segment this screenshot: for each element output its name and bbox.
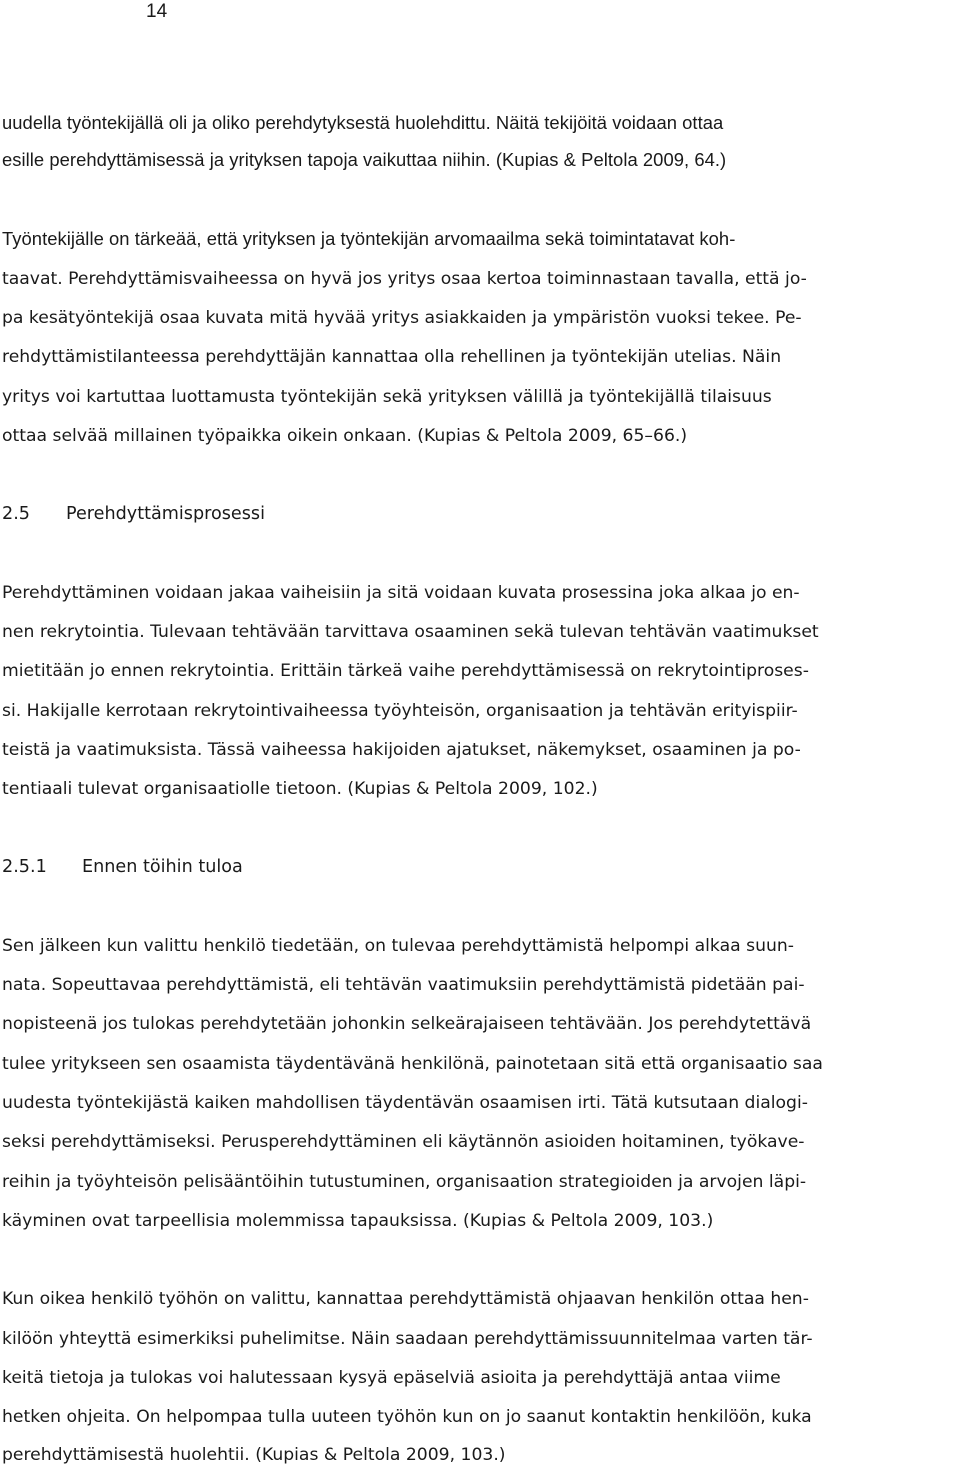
text-line: yritys voi kartuttaa luottamusta työntekijän sekä yrityksen välillä ja työntekijällä tilaisuus bbox=[2, 387, 772, 407]
text-line: nen rekrytointia. Tulevaan tehtävään tarvittava osaaminen sekä tulevan tehtävän vaatimukset bbox=[2, 622, 819, 642]
text-line: tentiaali tulevat organisaatiolle tietoon. (Kupias & Peltola 2009, 102.) bbox=[2, 779, 598, 799]
text-line: Kun oikea henkilö työhön on valittu, kannattaa perehdyttämistä ohjaavan henkilön ottaa hen- bbox=[2, 1289, 809, 1309]
text-line: perehdyttämisestä huolehtii. (Kupias & Peltola 2009, 103.) bbox=[2, 1445, 506, 1465]
text-line: ottaa selvää millainen työpaikka oikein onkaan. (Kupias & Peltola 2009, 65–66.) bbox=[2, 426, 688, 446]
text-line: uudella työntekijällä oli ja oliko perehdytyksestä huolehdittu. Näitä tekijöitä voidaan ottaa bbox=[2, 112, 724, 133]
text-line: kilöön yhteyttä esimerkiksi puhelimitse. Näin saadaan perehdyttämissuunnitelmaa varten tär- bbox=[2, 1329, 813, 1349]
text-line: tulee yritykseen sen osaamista täydentävänä henkilönä, painotetaan sitä että organisaatio saa bbox=[2, 1054, 823, 1074]
text-line: keitä tietoja ja tulokas voi halutessaan kysyä epäselviä asioita ja perehdyttäjä antaa viime bbox=[2, 1368, 781, 1388]
text-line: nopisteenä jos tulokas perehdytetään johonkin selkeärajaiseen tehtävään. Jos perehdytettävä bbox=[2, 1014, 812, 1034]
text-line: Työntekijälle on tärkeää, että yrityksen ja työntekijän arvomaailma sekä toimintatavat koh- bbox=[2, 228, 736, 249]
subsection-number: 2.5.1 bbox=[2, 857, 47, 877]
text-line: esille perehdyttämisessä ja yrityksen tapoja vaikuttaa niihin. (Kupias & Peltola 2009, 64.) bbox=[2, 149, 727, 170]
page-number: 14 bbox=[146, 1, 168, 22]
text-line: Perehdyttäminen voidaan jakaa vaiheisiin ja sitä voidaan kuvata prosessina joka alkaa jo en- bbox=[2, 583, 800, 603]
text-line: käyminen ovat tarpeellisia molemmissa tapauksissa. (Kupias & Peltola 2009, 103.) bbox=[2, 1211, 714, 1231]
text-line: teistä ja vaatimuksista. Tässä vaiheessa hakijoiden ajatukset, näkemykset, osaaminen ja po- bbox=[2, 740, 801, 760]
text-line: rehdyttämistilanteessa perehdyttäjän kannattaa olla rehellinen ja työntekijän utelias. Näin bbox=[2, 347, 782, 367]
text-line: Sen jälkeen kun valittu henkilö tiedetään, on tulevaa perehdyttämistä helpompi alkaa suun- bbox=[2, 936, 794, 956]
text-line: pa kesätyöntekijä osaa kuvata mitä hyvää yritys asiakkaiden ja ympäristön vuoksi tekee. Pe- bbox=[2, 308, 802, 328]
text-line: mietitään jo ennen rekrytointia. Erittäin tärkeä vaihe perehdyttämisessä on rekrytointiproses- bbox=[2, 661, 809, 681]
text-line: taavat. Perehdyttämisvaiheessa on hyvä jos yritys osaa kertoa toiminnastaan tavalla, että jo- bbox=[2, 269, 807, 289]
section-number: 2.5 bbox=[2, 504, 30, 524]
text-line: uudesta työntekijästä kaiken mahdollisen täydentävän osaamisen irti. Tätä kutsutaan dialogi- bbox=[2, 1093, 808, 1113]
text-line: reihin ja työyhteisön pelisääntöihin tutustuminen, organisaation strategioiden ja arvojen läpi- bbox=[2, 1172, 807, 1192]
section-heading bbox=[2, 502, 265, 526]
section-title: Perehdyttämisprosessi bbox=[66, 504, 265, 524]
text-line: si. Hakijalle kerrotaan rekrytointivaiheessa työyhteisön, organisaation ja tehtävän erityispiir- bbox=[2, 701, 798, 721]
subsection-heading bbox=[2, 855, 243, 879]
text-line: hetken ohjeita. On helpompaa tulla uuteen työhön kun on jo saanut kontaktin henkilöön, kuka bbox=[2, 1407, 812, 1427]
text-line: seksi perehdyttämiseksi. Perusperehdyttäminen eli käytännön asioiden hoitaminen, työkave- bbox=[2, 1132, 805, 1152]
subsection-title: Ennen töihin tuloa bbox=[82, 857, 243, 877]
text-line: nata. Sopeuttavaa perehdyttämistä, eli tehtävän vaatimuksiin perehdyttämistä pidetään pai- bbox=[2, 975, 805, 995]
